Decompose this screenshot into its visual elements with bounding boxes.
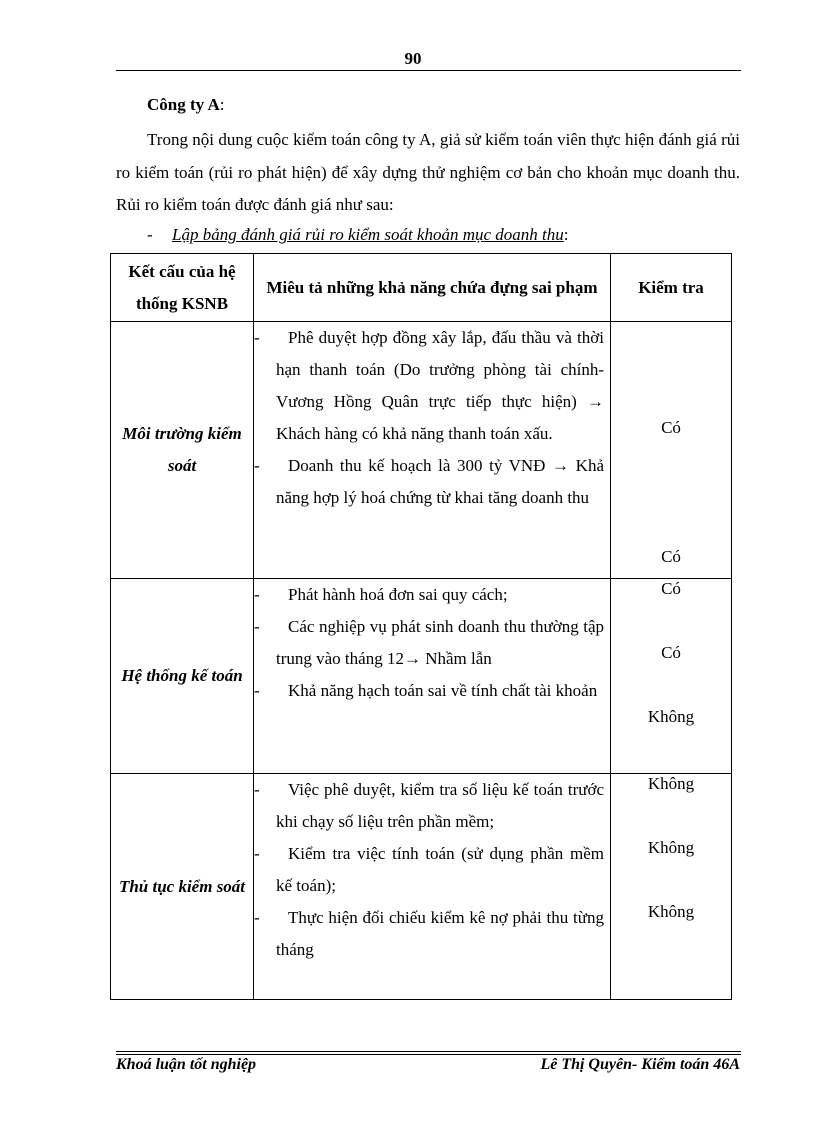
description-item	[254, 675, 604, 707]
company-colon: :	[219, 95, 225, 114]
structure-label: Môi trường kiểm soát	[122, 424, 242, 475]
item-dash: -	[254, 780, 260, 799]
row-structure	[111, 774, 254, 1000]
row-description	[254, 579, 611, 774]
check-value: Có	[661, 643, 681, 662]
item-text: Phát hành hoá đơn sai quy cách;	[288, 585, 508, 604]
footer-right-text: Lê Thị Quyên- Kiểm toán 46A	[540, 1056, 740, 1073]
description-item	[254, 579, 604, 611]
item-dash: -	[254, 681, 260, 700]
table-row	[111, 774, 732, 1000]
structure-label: Hệ thống kế toán	[121, 666, 243, 685]
description-item	[254, 611, 604, 675]
description-item	[254, 322, 604, 450]
check-value: Không	[647, 774, 695, 793]
row-check	[611, 579, 732, 774]
row-description	[254, 774, 611, 1000]
company-heading	[147, 95, 224, 115]
check-value: Không	[647, 902, 695, 921]
header-rule	[116, 70, 741, 71]
company-label: Công ty A	[147, 95, 220, 114]
check-value: Không	[647, 707, 695, 726]
item-dash: -	[254, 844, 260, 863]
bullet-suffix: :	[563, 225, 569, 244]
header-check: Kiểm tra	[611, 254, 732, 322]
item-dash: -	[254, 585, 260, 604]
header-structure: Kết cấu của hệ thống KSNB	[111, 254, 254, 322]
item-text: Việc phê duyệt, kiểm tra số liệu kế toán trước khi chạy số liệu trên phần mềm;	[276, 780, 604, 831]
row-check	[611, 774, 732, 1000]
item-text: Khả năng hạch toán sai về tính chất tài khoản	[288, 681, 598, 700]
item-dash: -	[254, 617, 260, 636]
description-item	[254, 450, 604, 514]
bullet-dash: -	[147, 225, 153, 244]
item-dash: -	[254, 908, 260, 927]
description-item	[254, 902, 604, 966]
check-value: Có	[661, 547, 681, 566]
page-number: 90	[404, 49, 422, 68]
header-description: Miêu tả những khả năng chứa đựng sai phạm	[254, 254, 611, 322]
intro-paragraph: Trong nội dung cuộc kiểm toán công ty A, giả sử kiểm toán viên thực hiện đánh giá rủi ro kiểm toán (rủi ro phát hiện) để xây dựng thử nghiệm cơ bản cho khoản mục doanh thu. Rủi ro kiểm toán được đánh giá như sau:	[116, 130, 740, 214]
description-item	[254, 838, 604, 902]
structure-label: Thủ tục kiểm soát	[118, 876, 246, 896]
footer-rule	[116, 1054, 741, 1055]
item-text: Các nghiệp vụ phát sinh doanh thu thường tập trung vào tháng 12→ Nhầm lẫn	[276, 617, 604, 668]
bullet-line	[147, 225, 569, 245]
description-item	[254, 774, 604, 838]
table-row	[111, 322, 732, 579]
footer-rule	[116, 1051, 741, 1052]
item-dash: -	[254, 456, 260, 475]
bullet-link-text[interactable]: Lập bảng đánh giá rủi ro kiểm soát khoản mục doanh thu	[172, 225, 564, 244]
item-text: Doanh thu kế hoạch là 300 tỷ VNĐ → Khả năng hợp lý hoá chứng từ khai tăng doanh thu	[276, 456, 604, 507]
check-value: Không	[647, 838, 695, 857]
row-structure	[111, 322, 254, 579]
table-row	[111, 579, 732, 774]
row-check	[611, 322, 732, 579]
row-description	[254, 322, 611, 579]
risk-assessment-table	[110, 253, 732, 1000]
item-dash: -	[254, 328, 260, 347]
check-value: Có	[661, 579, 681, 598]
item-text: Kiểm tra việc tính toán (sử dụng phần mềm kế toán);	[276, 844, 604, 895]
table-header-row	[111, 254, 732, 322]
item-text: Phê duyệt hợp đồng xây lắp, đấu thầu và thời hạn thanh toán (Do trưởng phòng tài chính- Vương Hồng Quân trực tiếp thực hiện) → Khách hàng có khả năng thanh toán xấu.	[276, 328, 604, 443]
item-text: Thực hiện đối chiếu kiểm kê nợ phải thu từng tháng	[276, 908, 604, 959]
row-structure	[111, 579, 254, 774]
check-value: Có	[661, 418, 681, 437]
footer-left-text: Khoá luận tốt nghiệp	[116, 1056, 257, 1073]
